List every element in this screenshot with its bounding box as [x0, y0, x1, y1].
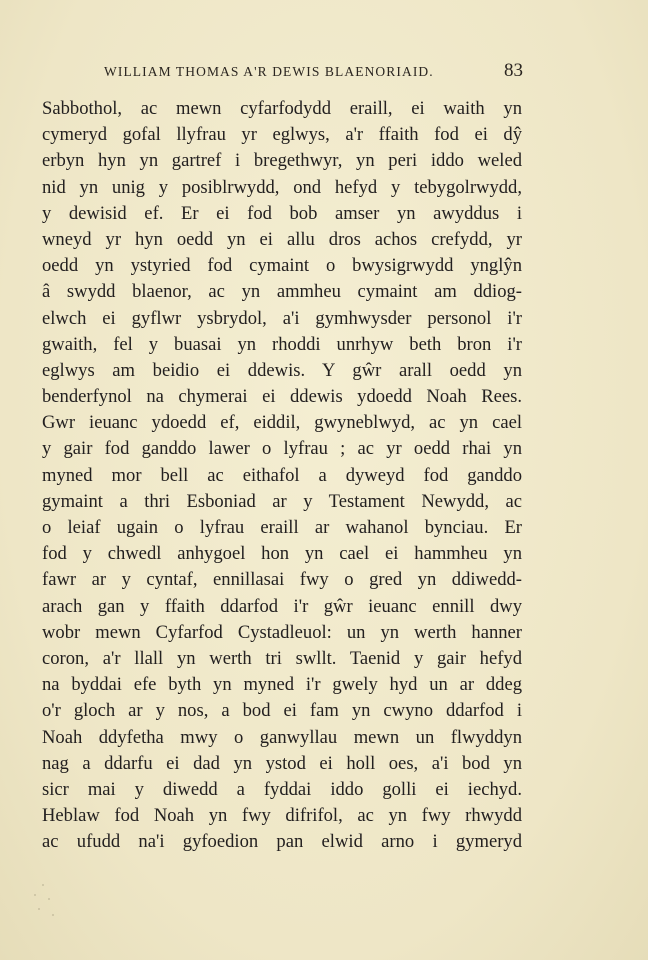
text-line: Noah ddyfetha mwy o ganwyllau mewn un flwyddyn [42, 726, 522, 748]
text-line: oedd yn ystyried fod cymaint o bwysigrwydd ynglŷn [42, 255, 522, 277]
text-line: â swydd blaenor, ac yn ammheu cymaint am ddiog- [42, 281, 522, 303]
page-header [42, 62, 528, 84]
text-line: wobr mewn Cyfarfod Cystadleuol: un yn werth hanner [42, 621, 522, 643]
text-line: coron, a'r llall yn werth tri swllt. Taenid y gair hefyd [42, 647, 522, 669]
text-line: nid yn unig y posiblrwydd, ond hefyd y tebygolrwydd, [42, 176, 522, 198]
text-line: erbyn hyn yn gartref i bregethwyr, yn peri iddo weled [42, 150, 522, 172]
body-text [42, 96, 522, 855]
text-line: benderfynol na chymerai ei ddewis ydoedd Noah Rees. [42, 386, 522, 408]
text-line: ac ufudd na'i gyfoedion pan elwid arno i gymeryd [42, 831, 522, 853]
text-line: gymaint a thri Esboniad ar y Testament Newydd, ac [42, 490, 522, 512]
text-line: y gair fod ganddo lawer o lyfrau ; ac yr oedd rhai yn [42, 438, 522, 460]
running-head: WILLIAM THOMAS A'R DEWIS BLAENORIAID. [104, 64, 434, 79]
text-line: y dewisid ef. Er ei fod bob amser yn awyddus i [42, 202, 522, 224]
text-line: Sabbothol, ac mewn cyfarfodydd eraill, ei waith yn [42, 98, 522, 119]
text-line: o'r gloch ar y nos, a bod ei fam yn cwyno ddarfod i [42, 700, 522, 722]
text-line: fawr ar y cyntaf, ennillasai fwy o gred yn ddiwedd- [42, 569, 522, 591]
text-line: myned mor bell ac eithafol a dyweyd fod ganddo [42, 464, 522, 486]
text-line: sicr mai y diwedd a fyddai iddo golli ei iechyd. [42, 778, 522, 800]
text-line: Gwr ieuanc ydoedd ef, eiddil, gwyneblwyd, ac yn cael [42, 412, 522, 434]
text-line: Heblaw fod Noah yn fwy difrifol, ac yn fwy rhwydd [42, 805, 522, 827]
text-line: gwaith, fel y buasai yn rhoddi unrhyw beth bron i'r [42, 333, 522, 355]
paper-speck [28, 880, 62, 920]
text-line: arach gan y ffaith ddarfod i'r gŵr ieuanc ennill dwy [42, 595, 522, 617]
text-line: na byddai efe byth yn myned i'r gwely hyd un ar ddeg [42, 674, 522, 696]
text-line: fod y chwedl anhygoel hon yn cael ei hammheu yn [42, 543, 522, 565]
text-line: elwch ei gyflwr ysbrydol, a'i gymhwysder personol i'r [42, 307, 522, 329]
text-line: o leiaf ugain o lyfrau eraill ar wahanol bynciau. Er [42, 517, 522, 538]
text-line: eglwys am beidio ei ddewis. Y gŵr arall oedd yn [42, 359, 522, 381]
text-line: nag a ddarfu ei dad yn ystod ei holl oes, a'i bod yn [42, 752, 522, 774]
page-number: 83 [504, 60, 523, 81]
text-line: wneyd yr hyn oedd yn ei allu dros achos crefydd, yr [42, 228, 522, 250]
text-line: cymeryd gofal llyfrau yr eglwys, a'r ffaith fod ei dŷ [42, 124, 522, 146]
